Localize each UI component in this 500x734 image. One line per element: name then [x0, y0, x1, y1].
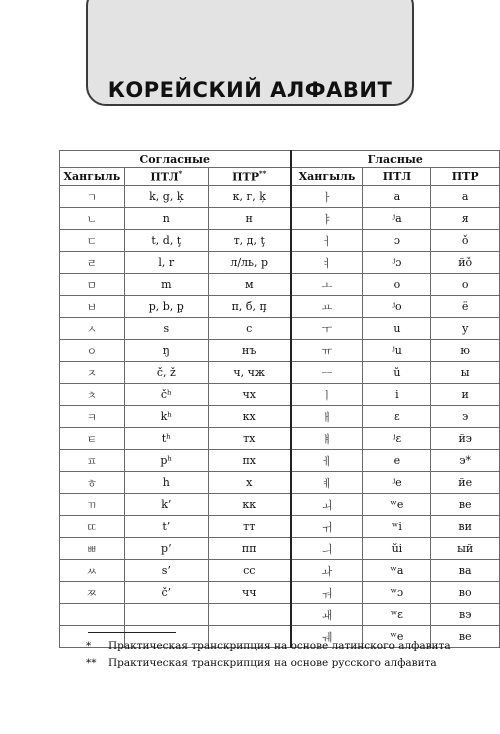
consonant-ptr-cell: сс	[208, 560, 290, 582]
table-row	[60, 186, 500, 208]
vowel-hangul-cell: ㅑ	[291, 208, 363, 230]
footnote-mark: **	[86, 657, 97, 669]
vowel-hangul-cell: ㅝ	[291, 582, 363, 604]
table-row	[60, 362, 500, 384]
consonant-hangul-cell: ㅎ	[60, 472, 125, 494]
consonant-ptl-cell: tʰ	[124, 428, 208, 450]
footnote-1	[86, 640, 451, 652]
vowel-hangul-cell: ㅜ	[291, 318, 363, 340]
consonant-hangul-cell: ㅃ	[60, 538, 125, 560]
vowel-ptl-cell: ʲo	[363, 296, 431, 318]
consonant-hangul-cell: ㄸ	[60, 516, 125, 538]
table-row	[60, 340, 500, 362]
consonant-ptr-cell: пп	[208, 538, 290, 560]
vowel-hangul-cell: ㅙ	[291, 604, 363, 626]
vowel-ptr-cell: ю	[431, 340, 500, 362]
vowel-ptr-cell: у	[431, 318, 500, 340]
vowel-ptr-cell: я	[431, 208, 500, 230]
consonant-hangul-cell: ㄱ	[60, 186, 125, 208]
vowels-heading: Гласные	[291, 151, 500, 168]
header-cons-ptl	[124, 168, 208, 186]
vowel-ptl-cell: ʲa	[363, 208, 431, 230]
vowel-ptl-cell: ŭ	[363, 362, 431, 384]
vowel-ptr-cell: ва	[431, 560, 500, 582]
table-row	[60, 252, 500, 274]
vowel-ptl-cell: ɔ	[363, 230, 431, 252]
consonant-ptl-cell: t’	[124, 516, 208, 538]
consonant-hangul-cell	[60, 604, 125, 626]
table-row	[60, 428, 500, 450]
consonant-ptr-cell: пх	[208, 450, 290, 472]
consonant-ptl-cell: s	[124, 318, 208, 340]
vowel-ptr-cell: вэ	[431, 604, 500, 626]
consonant-ptr-cell: чч	[208, 582, 290, 604]
consonant-hangul-cell: ㅊ	[60, 384, 125, 406]
consonant-ptr-cell: с	[208, 318, 290, 340]
vowel-ptl-cell: ŭi	[363, 538, 431, 560]
consonant-ptl-cell: p, b, p̧	[124, 296, 208, 318]
consonant-ptl-cell: kʰ	[124, 406, 208, 428]
footnote-divider	[88, 632, 176, 633]
consonant-hangul-cell: ㅍ	[60, 450, 125, 472]
vowel-ptr-cell: э	[431, 406, 500, 428]
table-row	[60, 516, 500, 538]
consonant-ptl-cell: ŋ	[124, 340, 208, 362]
vowel-ptl-cell: ʷe	[363, 626, 431, 648]
vowel-ptr-cell: э*	[431, 450, 500, 472]
table-row	[60, 318, 500, 340]
footnote-mark: **	[258, 169, 267, 179]
vowel-ptr-cell: во	[431, 582, 500, 604]
table-row	[60, 560, 500, 582]
consonant-ptr-cell: ч, чж	[208, 362, 290, 384]
consonant-ptl-cell	[124, 604, 208, 626]
vowel-hangul-cell: ㅕ	[291, 252, 363, 274]
vowel-hangul-cell: ㅣ	[291, 384, 363, 406]
vowel-hangul-cell: ㅚ	[291, 494, 363, 516]
vowel-ptr-cell: и	[431, 384, 500, 406]
consonant-ptr-cell: кх	[208, 406, 290, 428]
consonant-hangul-cell: ㅉ	[60, 582, 125, 604]
consonant-ptl-cell: č, ž	[124, 362, 208, 384]
consonant-ptr-cell: т, д, ţ	[208, 230, 290, 252]
consonant-ptr-cell: х	[208, 472, 290, 494]
vowel-hangul-cell: ㅖ	[291, 472, 363, 494]
vowel-ptl-cell: u	[363, 318, 431, 340]
vowel-ptl-cell: ʲɔ	[363, 252, 431, 274]
consonant-hangul-cell: ㅆ	[60, 560, 125, 582]
consonant-ptr-cell: кк	[208, 494, 290, 516]
consonant-hangul-cell: ㅁ	[60, 274, 125, 296]
vowel-hangul-cell: ㅓ	[291, 230, 363, 252]
table-row	[60, 230, 500, 252]
table-row	[60, 582, 500, 604]
vowel-ptl-cell: ʲe	[363, 472, 431, 494]
consonant-hangul-cell: ㄷ	[60, 230, 125, 252]
vowel-ptl-cell: ʷɔ	[363, 582, 431, 604]
page-title: КОРЕЙСКИЙ АЛФАВИТ	[107, 78, 393, 102]
vowel-ptr-cell: а	[431, 186, 500, 208]
vowel-ptr-cell: ви	[431, 516, 500, 538]
consonant-hangul-cell: ㅂ	[60, 296, 125, 318]
table-row	[60, 472, 500, 494]
consonant-ptl-cell: m	[124, 274, 208, 296]
consonant-ptl-cell: pʰ	[124, 450, 208, 472]
vowel-hangul-cell: ㅘ	[291, 560, 363, 582]
header-cons-ptr	[208, 168, 290, 186]
table-row	[60, 450, 500, 472]
consonant-hangul-cell: ㅌ	[60, 428, 125, 450]
vowel-ptr-cell: ый	[431, 538, 500, 560]
consonant-ptr-cell: нъ	[208, 340, 290, 362]
consonant-ptr-cell: н	[208, 208, 290, 230]
table-row	[60, 208, 500, 230]
consonant-ptr-cell: м	[208, 274, 290, 296]
consonants-heading: Согласные	[60, 151, 291, 168]
consonant-ptl-cell: k, g, ķ	[124, 186, 208, 208]
vowel-ptl-cell: a	[363, 186, 431, 208]
consonant-ptr-cell: тх	[208, 428, 290, 450]
header-vow-ptr: ПТР	[431, 168, 500, 186]
consonant-ptr-cell: чх	[208, 384, 290, 406]
vowel-hangul-cell: ㅠ	[291, 340, 363, 362]
header-vow-ptl: ПТЛ	[363, 168, 431, 186]
vowel-hangul-cell: ㅡ	[291, 362, 363, 384]
vowel-ptl-cell: ʷɛ	[363, 604, 431, 626]
table-row	[60, 604, 500, 626]
consonant-hangul-cell: ㅇ	[60, 340, 125, 362]
consonant-ptl-cell: t, d, ţ	[124, 230, 208, 252]
consonant-ptl-cell: h	[124, 472, 208, 494]
table-row	[60, 406, 500, 428]
table-row	[60, 494, 500, 516]
header-cons-ptl-label: ПТЛ	[150, 170, 179, 184]
footnote-mark: *	[86, 640, 92, 652]
consonant-ptl-cell: s’	[124, 560, 208, 582]
consonant-ptl-cell: č’	[124, 582, 208, 604]
table-row	[60, 296, 500, 318]
footnote-text: Практическая транскрипция на основе русского алфавита	[108, 657, 437, 669]
consonant-hangul-cell: ㅈ	[60, 362, 125, 384]
consonant-hangul-cell: ㅅ	[60, 318, 125, 340]
consonant-hangul-cell: ㅋ	[60, 406, 125, 428]
vowel-hangul-cell: ㅛ	[291, 296, 363, 318]
consonant-ptr-cell: п, б, п̧	[208, 296, 290, 318]
table-row	[60, 274, 500, 296]
footnote-text: Практическая транскрипция на основе латинского алфавита	[108, 640, 451, 652]
vowel-ptr-cell: ве	[431, 494, 500, 516]
vowel-ptr-cell: ǒ	[431, 230, 500, 252]
header-cons-ptr-label: ПТР	[232, 170, 259, 184]
vowel-ptl-cell: i	[363, 384, 431, 406]
consonant-ptr-cell: к, г, ķ	[208, 186, 290, 208]
vowel-hangul-cell: ㅐ	[291, 406, 363, 428]
footnote-mark: *	[178, 169, 183, 179]
consonant-ptl-cell: p’	[124, 538, 208, 560]
consonant-hangul-cell: ㄴ	[60, 208, 125, 230]
consonant-ptl-cell: n	[124, 208, 208, 230]
consonant-hangul-cell: ㄲ	[60, 494, 125, 516]
consonant-ptl-cell: k’	[124, 494, 208, 516]
consonant-ptl-cell: l, r	[124, 252, 208, 274]
vowel-hangul-cell: ㅗ	[291, 274, 363, 296]
header-vow-hangul: Хангыль	[291, 168, 363, 186]
alphabet-table	[59, 150, 500, 648]
consonant-ptr-cell	[208, 604, 290, 626]
vowel-hangul-cell: ㅏ	[291, 186, 363, 208]
vowel-ptr-cell: ы	[431, 362, 500, 384]
vowel-hangul-cell: ㅢ	[291, 538, 363, 560]
vowel-hangul-cell: ㅒ	[291, 428, 363, 450]
vowel-ptr-cell: йǒ	[431, 252, 500, 274]
vowel-ptl-cell: ʷe	[363, 494, 431, 516]
vowel-hangul-cell: ㅞ	[291, 626, 363, 648]
consonant-ptl-cell: čʰ	[124, 384, 208, 406]
vowel-ptl-cell: e	[363, 450, 431, 472]
header-cons-hangul: Хангыль	[60, 168, 125, 186]
consonant-hangul-cell: ㄹ	[60, 252, 125, 274]
vowel-ptr-cell: йэ	[431, 428, 500, 450]
vowel-ptl-cell: ʷi	[363, 516, 431, 538]
vowel-ptr-cell: о	[431, 274, 500, 296]
footnote-2	[86, 657, 437, 669]
vowel-ptl-cell: ʷa	[363, 560, 431, 582]
table-row	[60, 384, 500, 406]
vowel-ptl-cell: o	[363, 274, 431, 296]
vowel-ptr-cell: йе	[431, 472, 500, 494]
vowel-ptl-cell: ɛ	[363, 406, 431, 428]
vowel-hangul-cell: ㅔ	[291, 450, 363, 472]
consonant-ptr-cell: л/ль, р	[208, 252, 290, 274]
vowel-ptr-cell: ё	[431, 296, 500, 318]
vowel-ptl-cell: ʲu	[363, 340, 431, 362]
consonant-ptr-cell: тт	[208, 516, 290, 538]
vowel-ptr-cell: ве	[431, 626, 500, 648]
vowel-hangul-cell: ㅟ	[291, 516, 363, 538]
table-row	[60, 538, 500, 560]
vowel-ptl-cell: ʲɛ	[363, 428, 431, 450]
